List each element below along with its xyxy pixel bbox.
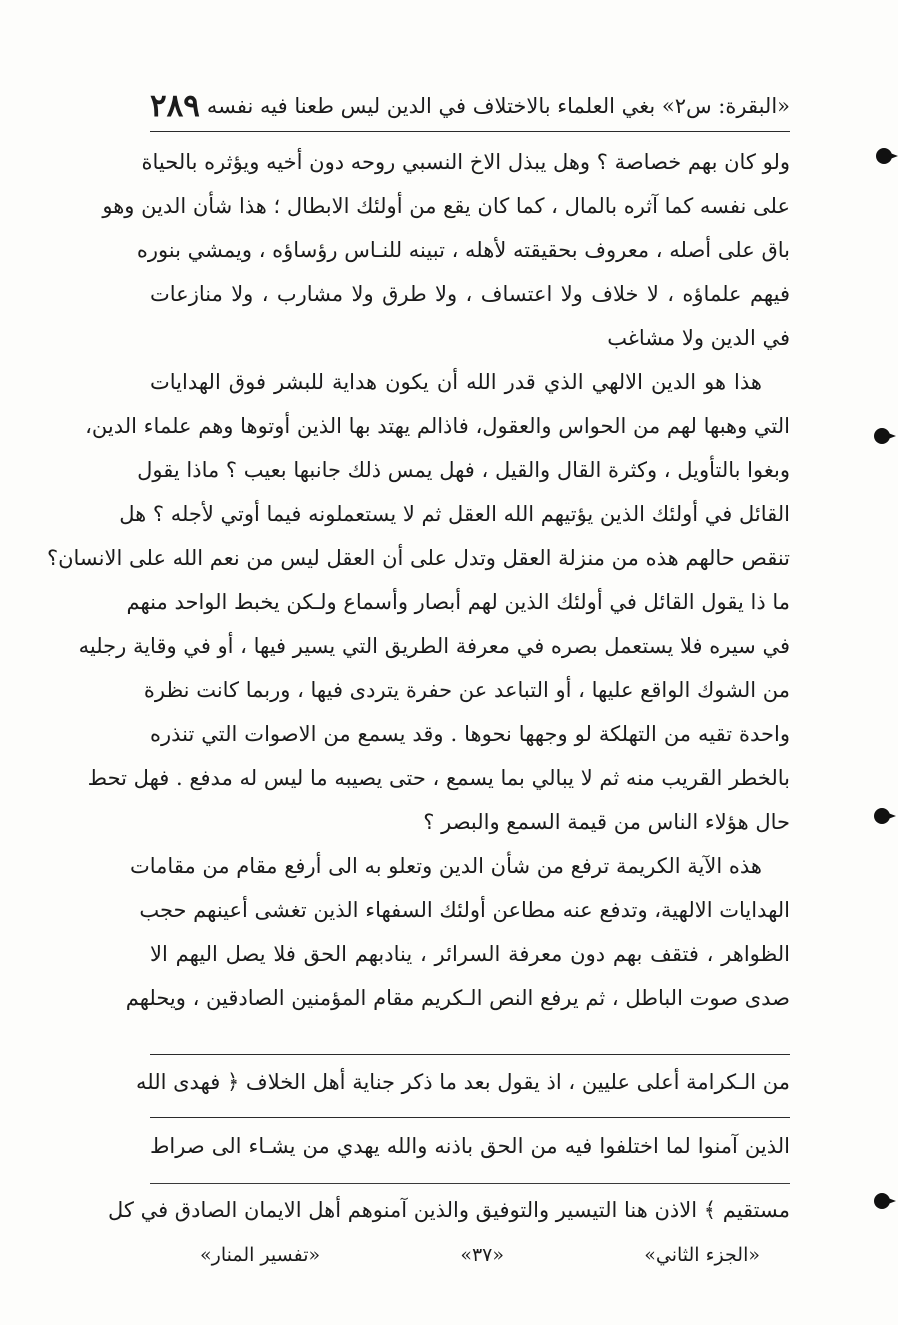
section-rule — [150, 1183, 790, 1184]
margin-bullet-icon — [874, 808, 890, 824]
footer-volume: «الجزء الثاني» — [644, 1244, 760, 1266]
running-header — [150, 82, 790, 130]
header-title: «البقرة: س٢» بغي العلماء بالاختلاف في الدين ليس طعنا فيه نفسه — [206, 94, 790, 118]
text-line: وبغوا بالتأويل ، وكثرة القال والقيل ، فهل يمس ذلك جانبها بعيب ؟ ماذا يقول — [137, 458, 790, 482]
text-line: من الشوك الواقع عليها ، أو التباعد عن حفرة يتردى فيها ، وربما كانت نظرة — [143, 678, 790, 702]
text-line: بالخطر القريب منه ثم لا يبالي بما يسمع ، حتى يصيبه ما ليس له مدفع . فهل تحط — [87, 766, 790, 790]
text-line: الهدايات الالهية، وتدفع عنه مطاعن أولئك السفهاء الذين تغشى أعينهم حجب — [139, 898, 790, 922]
header-rule — [150, 131, 790, 132]
footer-book: «تفسير المنار» — [200, 1244, 321, 1266]
text-line: التي وهبها لهم من الحواس والعقول، فاذالم يهتد بها الذين أوتوها وهم علماء الدين، — [85, 414, 790, 438]
text-line: تنقص حالهم هذه من منزلة العقل وتدل على أن العقل ليس من نعم الله على الانسان؟ — [46, 546, 790, 570]
page-number: ٢٨٩ — [150, 88, 200, 124]
text-line: من الـكرامة أعلى عليين ، اذ يقول بعد ما ذكر جناية أهل الخلاف ﴿ فهدى الله — [135, 1070, 790, 1094]
footer-part-number: «٣٧» — [460, 1244, 505, 1266]
section-rule — [150, 1117, 790, 1118]
text-line: الذين آمنوا لما اختلفوا فيه من الحق باذنه والله يهدي من يشـاء الى صراط — [150, 1134, 790, 1158]
text-line: مستقيم ﴾ الاذن هنا التيسير والتوفيق والذين آمنوهم أهل الايمان الصادق في كل — [108, 1198, 790, 1222]
text-line: هذا هو الدين الالهي الذي قدر الله أن يكون هداية للبشر فوق الهدايات — [150, 370, 762, 394]
margin-bullet-icon — [876, 148, 892, 164]
text-line: هذه الآية الكريمة ترفع من شأن الدين وتعلو به الى أرفع مقام من مقامات — [130, 854, 762, 878]
text-line: في الدين ولا مشاغب — [607, 326, 790, 350]
text-line: القائل في أولئك الذين يؤتيهم الله العقل ثم لا يستعملونه فيما أوتي لأجله ؟ هل — [119, 502, 790, 526]
body-text — [46, 140, 790, 1020]
text-line: ما ذا يقول القائل في أولئك الذين لهم أبصار وأسماع ولـكن يخبط الواحد منهم — [126, 590, 790, 614]
text-line: الظواهر ، فتقف بهم دون معرفة السرائر ، ينادبهم الحق فلا يصل اليهم الا — [150, 942, 790, 966]
section-rule — [150, 1054, 790, 1055]
text-line: فيهم علماؤه ، لا خلاف ولا اعتساف ، ولا طرق ولا مشارب ، ولا منازعات — [150, 282, 790, 306]
page-footer — [200, 1238, 760, 1272]
text-line: حال هؤلاء الناس من قيمة السمع والبصر ؟ — [423, 810, 790, 834]
text-line: في سيره فلا يستعمل بصره في معرفة الطريق التي يسير فيها ، أو في وقاية رجليه — [78, 634, 790, 658]
text-line: على نفسه كما آثره بالمال ، كما كان يقع من أولئك الابطال ؛ هذا شأن الدين وهو — [102, 194, 790, 218]
text-line: واحدة تقيه من التهلكة لو وجهها نحوها . وقد يسمع من الاصوات التي تنذره — [150, 722, 790, 746]
text-line: ولو كان بهم خصاصة ؟ وهل يبذل الاخ النسبي روحه دون أخيه ويؤثره بالحياة — [141, 150, 790, 174]
text-line: صدى صوت الباطل ، ثم يرفع النص الـكريم مقام المؤمنين الصادقين ، ويحلهم — [125, 986, 790, 1010]
text-line: باق على أصله ، معروف بحقيقته لأهله ، تبينه للنـاس رؤساؤه ، ويمشي بنوره — [136, 238, 790, 262]
margin-bullet-icon — [874, 428, 890, 444]
margin-bullet-icon — [874, 1193, 890, 1209]
